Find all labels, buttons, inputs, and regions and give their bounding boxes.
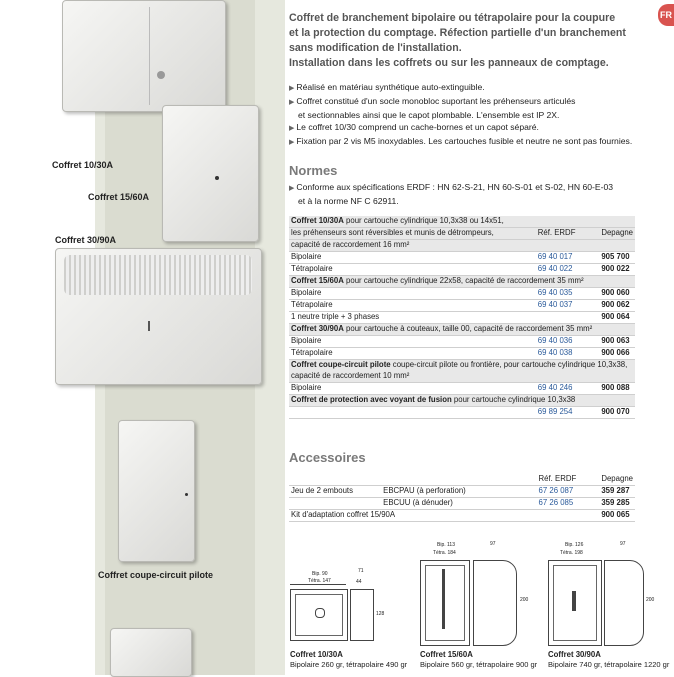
normes-text — [289, 181, 613, 207]
coffret-15-60-photo — [162, 105, 259, 242]
table-group-header: Coffret 30/90A pour cartouche à couteaux, taille 00, capacité de raccordement 35 mm² — [289, 324, 635, 336]
language-badge: FR — [658, 4, 674, 26]
table-row: Kit d'adaptation coffret 15/90A 900 065 — [289, 510, 635, 522]
table-row: Tétrapolaire 69 40 038 900 066 — [289, 348, 635, 360]
intro-line: et la protection du comptage. Réfection partielle d'un branchement — [289, 27, 626, 39]
table-row: Tétrapolaire 69 40 037 900 062 — [289, 300, 635, 312]
drawing-title: Coffret 10/30A — [290, 650, 343, 659]
bullet-item: ▶ Fixation par 2 vis M5 inoxydables. Les cartouches fusible et neutre ne sont pas fournies. — [289, 136, 633, 146]
bullet-item: ▶ Le coffret 10/30 comprend un cache-bornes et un capot séparé. — [289, 122, 539, 132]
normes-heading: Normes — [289, 163, 338, 178]
table-group-header: Coffret de protection avec voyant de fusion pour cartouche cylindrique 10,3x38 — [289, 395, 635, 407]
arrow-icon: ▶ — [289, 85, 295, 92]
accessoires-table — [289, 474, 635, 522]
table-group-header: Coffret coupe-circuit pilote coupe-circuit pilote ou frontière, pour cartouche cylindrique 10,3x38, — [289, 360, 635, 372]
table-row: 1 neutre triple + 3 phases 900 064 — [289, 312, 635, 324]
label-coffret-10-30: Coffret 10/30A — [52, 160, 114, 170]
drawing-title: Coffret 15/60A — [420, 650, 473, 659]
product-photo-column — [0, 0, 280, 675]
bullet-item: et sectionnables ainsi que le capot plombable. L'ensemble est IP 2X. — [298, 110, 560, 120]
arrow-icon: ▶ — [289, 99, 295, 106]
table-row: Bipolaire 69 40 017 905 700 — [289, 252, 635, 264]
intro-line: Installation dans les coffrets ou sur les panneaux de comptage. — [289, 57, 609, 69]
coffret-protection-photo — [110, 628, 192, 677]
feature-bullets — [289, 81, 632, 149]
intro-line: sans modification de l'installation. — [289, 42, 462, 54]
drawing-weight: Bipolaire 740 gr, tétrapolaire 1220 gr — [548, 660, 670, 669]
table-row: Bipolaire 69 40 246 900 088 — [289, 383, 635, 395]
table-group-header: capacité de raccordement 16 mm² — [289, 240, 635, 252]
table-row: Bipolaire 69 40 035 900 060 — [289, 288, 635, 300]
table-group-header: Coffret 10/30A pour cartouche cylindrique 10,3x38 ou 14x51, — [289, 216, 635, 228]
coffret-10-30-photo — [62, 0, 226, 112]
bullet-item: ▶ Coffret constitué d'un socle monobloc suportant les préhenseurs articulés — [289, 96, 576, 106]
drawing-title: Coffret 30/90A — [548, 650, 601, 659]
table-row: EBCUU (à dénuder) 67 26 085 359 285 — [289, 498, 635, 510]
accessoires-heading: Accessoires — [289, 450, 366, 465]
table-row: Tétrapolaire 69 40 022 900 022 — [289, 264, 635, 276]
arrow-icon: ▶ — [289, 139, 295, 146]
table-row: Bipolaire 69 40 036 900 063 — [289, 336, 635, 348]
normes-line: ▶ Conforme aux spécifications ERDF : HN 62-S-21, HN 60-S-01 et S-02, HN 60-E-03 — [289, 182, 614, 192]
intro-text — [289, 11, 639, 71]
coupe-circuit-pilote-photo — [118, 420, 195, 562]
label-coupe-circuit-pilote: Coffret coupe-circuit pilote — [98, 570, 214, 580]
normes-line: et à la norme NF C 62911. — [298, 196, 399, 206]
table-group-header: capacité de raccordement 10 mm² — [289, 371, 635, 383]
arrow-icon: ▶ — [289, 185, 295, 192]
coffret-30-90-photo — [55, 248, 262, 385]
label-coffret-15-60: Coffret 15/60A — [88, 192, 150, 202]
table-group-header: Coffret 15/60A pour cartouche cylindrique 22x58, capacité de raccordement 35 mm² — [289, 276, 635, 288]
label-coffret-30-90: Coffret 30/90A — [55, 235, 117, 245]
table-group-header: les préhenseurs sont réversibles et munis de détrompeurs, Réf. ERDF Depagne — [289, 228, 635, 240]
intro-line: Coffret de branchement bipolaire ou tétrapolaire pour la coupure — [289, 12, 616, 24]
arrow-icon: ▶ — [289, 125, 295, 132]
bullet-item: ▶ Réalisé en matériau synthétique auto-extinguible. — [289, 82, 485, 92]
table-header: Réf. ERDF Depagne — [289, 474, 635, 486]
product-table — [289, 216, 635, 419]
table-row: 69 89 254 900 070 — [289, 407, 635, 419]
table-row: Jeu de 2 embouts EBCPAU (à perforation) 67 26 087 359 287 — [289, 486, 635, 498]
drawing-weight: Bipolaire 560 gr, tétrapolaire 900 gr — [420, 660, 538, 669]
drawing-weight: Bipolaire 260 gr, tétrapolaire 490 gr — [290, 660, 408, 669]
